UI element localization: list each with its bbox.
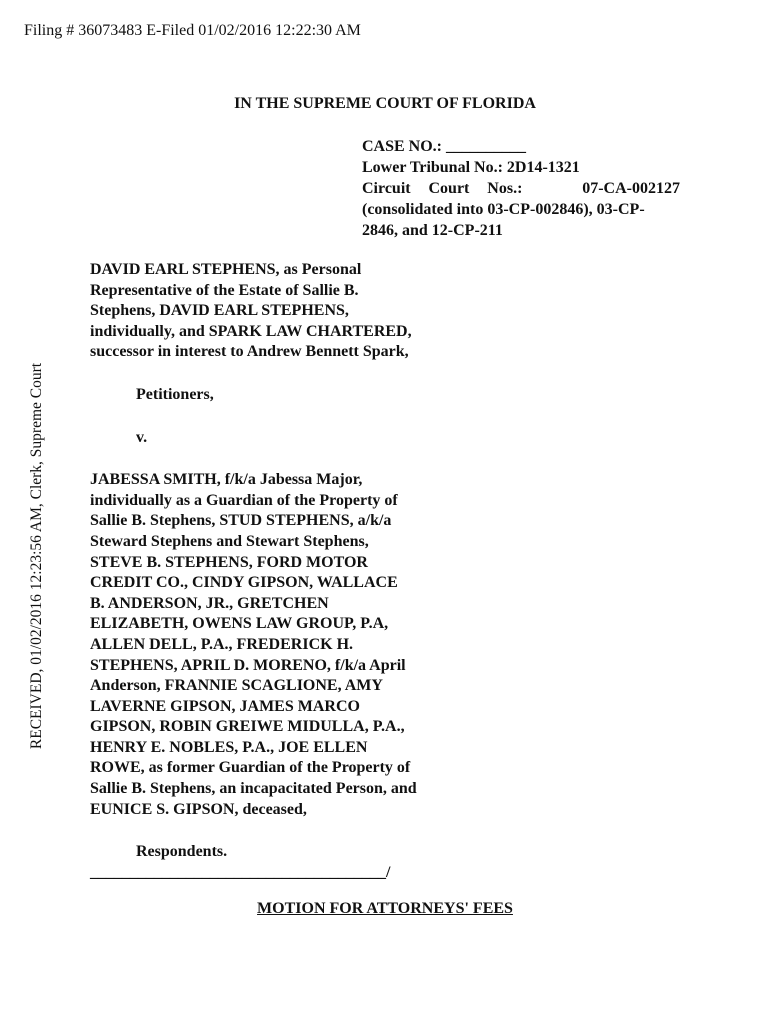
- respondents-list: [90, 470, 460, 820]
- respondent-line: HENRY E. NOBLES, P.A., JOE ELLEN: [90, 738, 368, 756]
- received-stamp: RECEIVED, 01/02/2016 12:23:56 AM, Clerk, Supreme Court: [28, 362, 45, 750]
- circuit-label-1: Circuit: [362, 180, 411, 197]
- court-title: [0, 95, 770, 113]
- motion-title: [0, 900, 770, 918]
- spacer: [90, 363, 460, 385]
- petitioner-line: Stephens, DAVID EARL STEPHENS,: [90, 302, 349, 320]
- respondent-line: JABESSA SMITH, f/k/a Jabessa Major,: [90, 471, 363, 489]
- respondent-line: CREDIT CO., CINDY GIPSON, WALLACE: [90, 574, 398, 592]
- signature-rule: _____________________________________/: [90, 863, 391, 881]
- circuit-label-2: Court: [428, 180, 470, 197]
- circuit-court-numbers: [362, 178, 680, 199]
- court-title-text: IN THE SUPREME COURT OF FLORIDA: [234, 95, 536, 112]
- respondent-line: individually as a Guardian of the Property of: [90, 491, 398, 509]
- petitioner-line: Representative of the Estate of Sallie B.: [90, 281, 359, 299]
- petitioner-line: individually, and SPARK LAW CHARTERED,: [90, 322, 412, 340]
- filing-header: Filing # 36073483 E-Filed 01/02/2016 12:22:30 AM: [24, 22, 361, 39]
- circuit-spacer: [540, 178, 564, 199]
- consolidated-line-2: 2846, and 12-CP-211: [362, 222, 503, 239]
- respondent-line: ELIZABETH, OWENS LAW GROUP, P.A,: [90, 615, 389, 633]
- motion-title-text: MOTION FOR ATTORNEYS' FEES: [257, 900, 513, 917]
- respondent-line: STEVE B. STEPHENS, FORD MOTOR: [90, 553, 368, 571]
- respondent-line: STEPHENS, APRIL D. MORENO, f/k/a April: [90, 656, 406, 674]
- circuit-label-3: Nos.:: [487, 180, 523, 197]
- consolidated-line-1: (consolidated into 03-CP-002846), 03-CP-: [362, 201, 645, 218]
- respondent-line: EUNICE S. GIPSON, deceased,: [90, 800, 307, 818]
- respondent-line: ALLEN DELL, P.A., FREDERICK H.: [90, 635, 354, 653]
- respondent-line: Anderson, FRANNIE SCAGLIONE, AMY: [90, 677, 383, 695]
- lower-tribunal-number: Lower Tribunal No.: 2D14-1321: [362, 159, 580, 176]
- respondent-line: GIPSON, ROBIN GREIWE MIDULLA, P.A.,: [90, 718, 405, 736]
- petitioner-line: successor in interest to Andrew Bennett Spark,: [90, 343, 409, 361]
- respondent-line: Steward Stephens and Stewart Stephens,: [90, 532, 369, 550]
- circuit-number: 07-CA-002127: [582, 180, 680, 197]
- case-number: CASE NO.: __________: [362, 138, 527, 155]
- versus-label: v.: [136, 428, 148, 446]
- case-info-block: [362, 136, 680, 241]
- petitioner-line: DAVID EARL STEPHENS, as Personal: [90, 261, 362, 278]
- respondent-line: Sallie B. Stephens, an incapacitated Person, and: [90, 780, 417, 798]
- spacer: [90, 448, 460, 470]
- parties-block: [90, 260, 460, 883]
- respondent-line: LAVERNE GIPSON, JAMES MARCO: [90, 697, 360, 715]
- respondent-line: Sallie B. Stephens, STUD STEPHENS, a/k/a: [90, 512, 392, 530]
- spacer: [90, 406, 460, 428]
- spacer: [90, 820, 460, 842]
- petitioners-list: [90, 260, 460, 363]
- respondent-line: ROWE, as former Guardian of the Property of: [90, 759, 411, 777]
- respondents-label: Respondents.: [136, 843, 228, 861]
- petitioners-label: Petitioners,: [136, 385, 214, 403]
- respondent-line: B. ANDERSON, JR., GRETCHEN: [90, 594, 329, 612]
